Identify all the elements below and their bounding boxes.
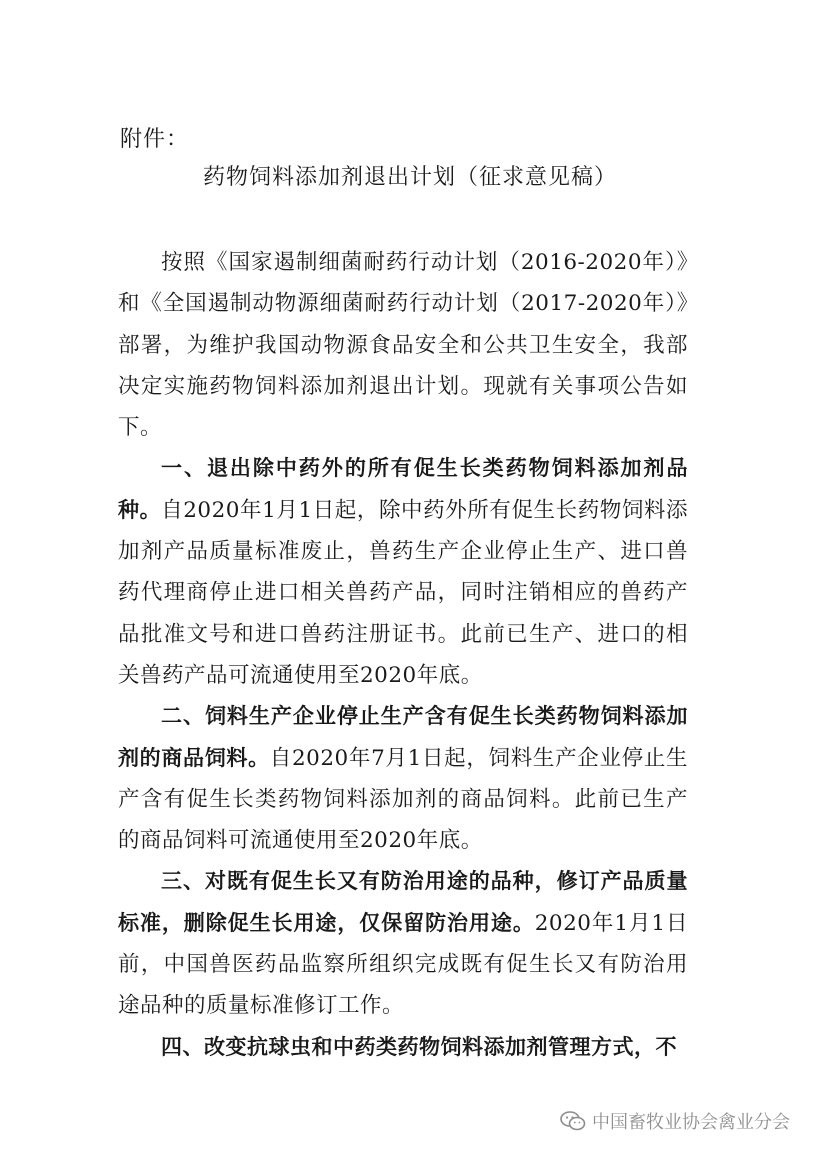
watermark-text: 中国畜牧业协会禽业分会 bbox=[592, 1112, 790, 1133]
paragraph-text: 2020年1月1日前，中国兽医药品监察所组织完成既有促生长又有防治用途品种的质量标准修订工作。 bbox=[118, 910, 688, 1019]
attachment-label: 附件： bbox=[120, 127, 190, 152]
document-title: 药物饲料添加剂退出计划（征求意见稿） bbox=[202, 165, 617, 190]
paragraph-text: 自2020年7月1日起，饲料生产企业停止生产含有促生长类药物饲料添加剂的商品饲料。此前已生产的商品饲料可流通使用至2020年底。 bbox=[118, 745, 689, 854]
paragraph-item-3 bbox=[118, 861, 688, 1026]
paragraph-intro bbox=[118, 242, 688, 448]
paragraph-text: 自2020年1月1日起，除中药外所有促生长药物饲料添加剂产品质量标准废止，兽药生产企业停止生产、进口兽药代理商停止进口相关兽药产品，同时注销相应的兽药产品批准文号和进口兽药注册证书。此前已生产、进口的相关兽药产品可流通使用至2020年底。 bbox=[118, 497, 689, 688]
paragraph-heading: 二、饲料生产企业停止生产含有促生长类药物饲料添加剂的商品饲料。 bbox=[118, 704, 688, 770]
paragraph-item-1 bbox=[118, 448, 688, 696]
wechat-icon bbox=[560, 1111, 586, 1131]
paragraph-item-4 bbox=[118, 1027, 688, 1068]
paragraph-heading: 三、对既有促生长又有防治用途的品种，修订产品质量标准，删除促生长用途，仅保留防治用途。 bbox=[118, 869, 688, 935]
paragraph-heading: 一、退出除中药外的所有促生长类药物饲料添加剂品种。 bbox=[118, 456, 688, 522]
paragraph-item-2 bbox=[118, 696, 688, 861]
watermark bbox=[560, 1108, 790, 1134]
document-body bbox=[118, 242, 688, 1068]
paragraph-text: 按照《国家遏制细菌耐药行动计划（2016-2020年）》和《全国遏制动物源细菌耐药行动计划（2017-2020年）》部署，为维护我国动物源食品安全和公共卫生安全，我部决定实施药物饲料添加剂退出计划。现就有关事项公告如下。 bbox=[118, 250, 688, 441]
paragraph-heading: 四、改变抗球虫和中药类药物饲料添加剂管理方式，不 bbox=[161, 1034, 677, 1059]
